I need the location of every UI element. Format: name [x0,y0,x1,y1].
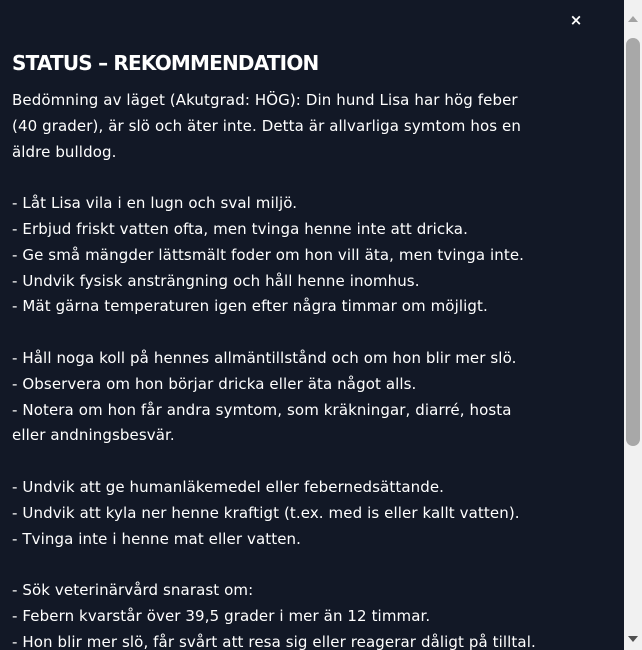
text-line: eller andningsbesvär. [12,426,175,445]
text-line: - Sök veterinärvård snarast om: [12,581,254,600]
text-line: - Håll noga koll på hennes allmäntillstånd och om hon blir mer slö. [12,348,517,367]
text-line: - Undvik att kyla ner henne kraftigt (t.ex. med is eller kallt vatten). [12,503,520,522]
text-line: - Erbjud friskt vatten ofta, men tvinga henne inte att dricka. [12,219,468,238]
vertical-scrollbar[interactable] [624,0,642,650]
text-line: äldre bulldog. [12,142,117,161]
text-line: - Ge små mängder lättsmält foder om hon vill äta, men tvinga inte. [12,245,525,264]
scroll-up-arrow-icon[interactable] [628,16,638,22]
text-line: Bedömning av läget (Akutgrad: HÖG): Din hund Lisa har hög feber [12,91,518,109]
text-line: - Observera om hon börjar dricka eller äta något alls. [12,374,417,393]
text-line: - Notera om hon får andra symtom, som kräkningar, diarré, hosta [12,400,512,419]
blank-line [12,165,612,191]
text-line: - Undvik att ge humanläkemedel eller febernedsättande. [12,477,445,496]
text-line: - Låt Lisa vila i en lugn och sval miljö. [12,194,298,213]
blank-line [12,449,612,475]
text-line: - Febern kvarstår över 39,5 grader i mer än 12 timmar. [12,606,431,625]
text-line: (40 grader), är slö och äter inte. Detta är allvarliga symtom hos en [12,116,521,135]
text-line: - Undvik fysisk ansträngning och håll henne inomhus. [12,271,420,290]
text-line: - Mät gärna temperaturen igen efter några timmar om möjligt. [12,297,488,316]
dialog-heading: STATUS – REKOMMENDATION [12,51,319,75]
text-line: - Hon blir mer slö, får svårt att resa sig eller reagerar dåligt på tilltal. [12,632,536,650]
text-line: - Tvinga inte i henne mat eller vatten. [12,529,302,548]
blank-line [12,320,612,346]
scroll-down-arrow-icon[interactable] [628,636,638,642]
recommendation-text [12,88,612,650]
close-button[interactable]: × [569,11,583,29]
scroll-thumb[interactable] [626,38,640,446]
blank-line [12,552,612,578]
